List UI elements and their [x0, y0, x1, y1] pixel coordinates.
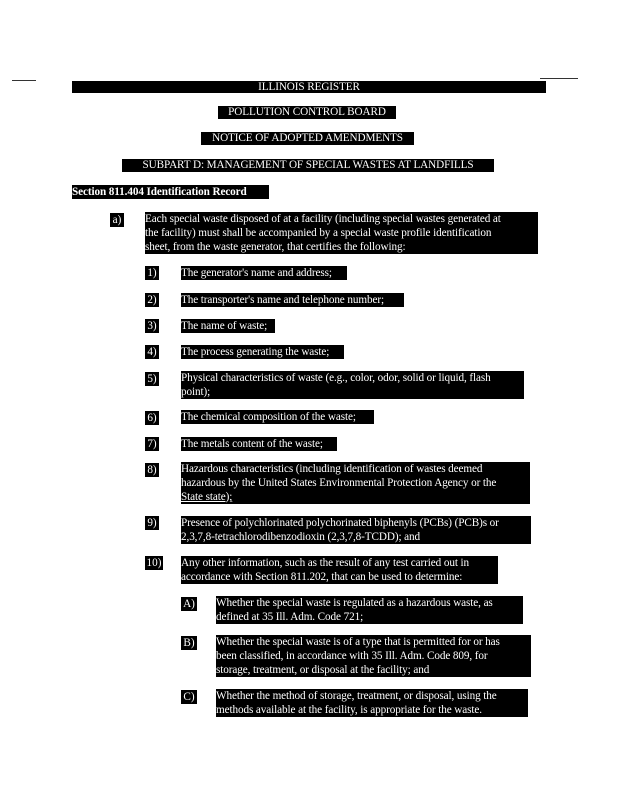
item-10-text	[181, 556, 498, 584]
item-3-text: The name of waste;	[181, 319, 275, 333]
item-7-marker: 7)	[145, 437, 159, 451]
subitem-c-marker: C)	[181, 690, 197, 704]
item-8-line: State state);	[181, 491, 233, 503]
item-10-line: accordance with Section 811.202, that can be used to determine:	[181, 571, 463, 583]
item-8-marker: 8)	[145, 463, 159, 477]
subitem-a-line: Whether the special waste is regulated as a hazardous waste, as	[216, 597, 493, 609]
subitem-b-marker: B)	[181, 636, 197, 650]
item-5-line: point);	[181, 386, 211, 398]
item-5-text	[181, 371, 524, 399]
item-9-line: 2,3,7,8-tetrachlorodibenzodioxin (2,3,7,8-TCDD); and	[181, 531, 421, 543]
item-a-marker: a)	[110, 213, 124, 227]
item-2-marker: 2)	[145, 293, 159, 307]
item-8-text	[181, 462, 530, 504]
item-8-line: hazardous by the United States Environmental Protection Agency or the	[181, 477, 497, 489]
item-9-text	[181, 516, 531, 544]
subitem-a-text	[216, 596, 523, 624]
item-a-text	[145, 212, 538, 254]
item-a-line: Each special waste disposed of at a facility (including special wastes generated at	[145, 213, 501, 225]
item-10-marker: 10)	[146, 557, 162, 569]
item-a-line: sheet, from the waste generator, that certifies the following:	[145, 241, 406, 253]
section-title: Section 811.404 Identification Record	[72, 185, 269, 199]
item-5-marker: 5)	[145, 372, 159, 386]
header-rule-right	[540, 78, 578, 79]
header-rule-left	[12, 80, 36, 81]
item-9-marker: 9)	[145, 516, 159, 530]
register-heading: ILLINOIS REGISTER	[72, 81, 546, 93]
item-1-marker: 1)	[145, 266, 159, 280]
item-3-marker: 3)	[145, 319, 159, 333]
item-6-text: The chemical composition of the waste;	[181, 410, 374, 424]
item-10-line: Any other information, such as the result of any test carried out in	[181, 557, 470, 569]
subitem-a-line: defined at 35 Ill. Adm. Code 721;	[216, 611, 364, 623]
item-4-marker: 4)	[145, 345, 159, 359]
subitem-b-text	[216, 635, 531, 677]
item-9-line: Presence of polychlorinated polychorinated biphenyls (PCBs) (PCB)s or	[181, 517, 499, 529]
item-6-marker: 6)	[145, 411, 159, 425]
item-5-line: Physical characteristics of waste (e.g., color, odor, solid or liquid, flash	[181, 372, 491, 384]
subitem-a-marker: A)	[181, 597, 197, 611]
board-heading: POLLUTION CONTROL BOARD	[218, 106, 396, 119]
item-2-text: The transporter's name and telephone number;	[181, 293, 404, 307]
subitem-c-text	[216, 689, 528, 717]
subitem-b-line: storage, treatment, or disposal at the facility; and	[216, 664, 430, 676]
subitem-b-line: Whether the special waste is of a type that is permitted for or has	[216, 636, 500, 648]
item-7-text: The metals content of the waste;	[181, 437, 337, 451]
subpart-heading: SUBPART D: MANAGEMENT OF SPECIAL WASTES AT LANDFILLS	[122, 159, 494, 172]
item-1-text: The generator's name and address;	[181, 266, 347, 280]
subitem-c-line: Whether the method of storage, treatment, or disposal, using the	[216, 690, 497, 702]
subitem-c-line: methods available at the facility, is appropriate for the waste.	[216, 704, 482, 716]
notice-heading: NOTICE OF ADOPTED AMENDMENTS	[201, 132, 414, 145]
item-4-text: The process generating the waste;	[181, 345, 344, 359]
item-8-line: Hazardous characteristics (including identification of wastes deemed	[181, 463, 483, 475]
subitem-b-line: been classified, in accordance with 35 Ill. Adm. Code 809, for	[216, 650, 488, 662]
item-a-line: the facility) must shall be accompanied by a special waste profile identification	[145, 227, 492, 239]
